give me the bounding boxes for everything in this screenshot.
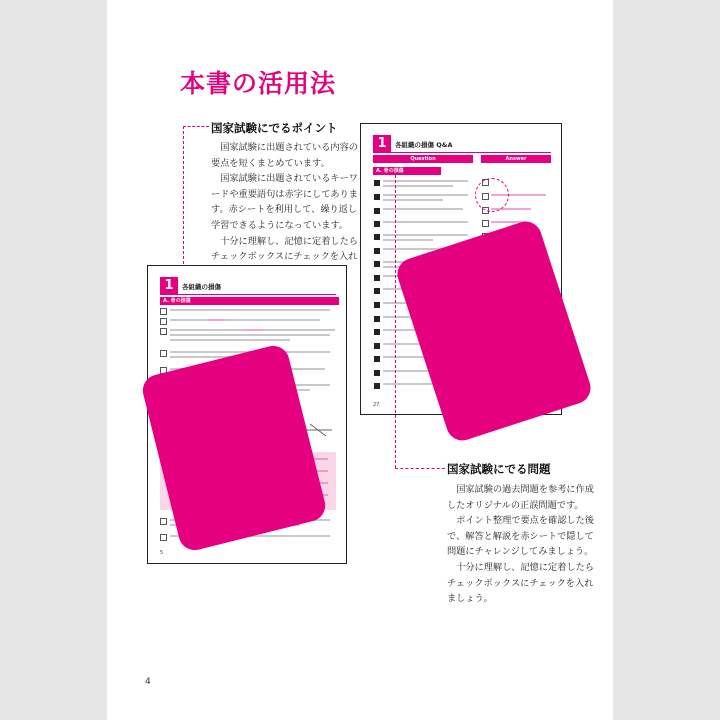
page-number: 4 xyxy=(145,677,151,687)
point-checkbox[interactable] xyxy=(160,308,167,315)
qa-col-question: Question xyxy=(373,155,473,163)
qa-item-number xyxy=(374,288,380,294)
point-chapter-number: 1 xyxy=(160,277,178,294)
point-checkbox[interactable] xyxy=(160,318,167,325)
question-paragraph: ポイント整理で要点を確認した後で、解答と解説を赤シートで隠して問題にチャレンジしてみましょう。 xyxy=(447,515,594,558)
point-text-line xyxy=(170,309,330,311)
point-checkbox[interactable] xyxy=(160,534,167,541)
qa-question-line xyxy=(383,199,443,201)
point-paragraph: 国家試験に出題されているキーワードや重要語句は赤字にしてあります。赤シートを利用して、繰り返し学習できるようになっています。 xyxy=(211,173,358,231)
callout-leader-bottom xyxy=(395,468,445,469)
point-paragraph: 十分に理解し、記憶に定着したらチェックボックスにチェックを入れ xyxy=(211,235,358,263)
qa-title-rule xyxy=(373,152,551,153)
question-heading: 国家試験にでる問題 xyxy=(447,462,551,476)
qa-chapter-number: 1 xyxy=(373,135,391,152)
point-title-rule xyxy=(160,294,336,295)
point-keyword xyxy=(208,319,226,321)
qa-item-number xyxy=(374,234,380,240)
qa-item-number xyxy=(374,261,380,267)
qa-section-label: A. 骨の損傷 xyxy=(373,167,441,175)
point-description xyxy=(211,140,361,280)
point-checkbox[interactable] xyxy=(160,328,167,335)
point-text-line xyxy=(170,339,290,341)
callout-leader-top xyxy=(183,126,209,127)
qa-item-number xyxy=(374,316,380,322)
qa-item-number xyxy=(374,180,380,186)
qa-checkbox[interactable] xyxy=(482,220,489,227)
qa-page-number: 27 xyxy=(373,402,380,408)
question-description xyxy=(447,482,597,607)
qa-item-number xyxy=(374,221,380,227)
manual-page xyxy=(107,0,613,720)
page-title: 本書の活用法 xyxy=(180,69,337,98)
callout-circle-right xyxy=(475,178,509,212)
point-checkbox[interactable] xyxy=(160,518,167,525)
qa-col-answer: Answer xyxy=(481,155,551,163)
point-chapter-title: 各組織の損傷 xyxy=(182,283,221,291)
qa-item-number xyxy=(374,248,380,254)
qa-item-number xyxy=(374,194,380,200)
qa-item-number xyxy=(374,208,380,214)
point-section-label: A. 骨の損傷 xyxy=(160,297,339,305)
question-paragraph: 十分に理解し、記憶に定着したらチェックボックスにチェックを入れましょう。 xyxy=(447,561,594,605)
qa-item-number xyxy=(374,329,380,335)
qa-item-number xyxy=(374,302,380,308)
qa-item-number xyxy=(374,275,380,281)
point-paragraph: 国家試験に出題されている内容の要点を短くまとめています。 xyxy=(211,142,358,169)
point-page-number: 5 xyxy=(160,550,164,556)
qa-chapter-title: 各組織の損傷 Q&A xyxy=(395,141,453,149)
point-checkbox[interactable] xyxy=(160,350,167,357)
point-text-line xyxy=(170,319,320,321)
qa-question-line xyxy=(383,185,453,187)
qa-question-line xyxy=(383,239,433,241)
question-paragraph: 国家試験の過去問題を参考に作成したオリジナルの正誤問題です。 xyxy=(447,484,594,511)
qa-item-number xyxy=(374,343,380,349)
callout-leader-vertical-right xyxy=(395,175,396,468)
point-keyword xyxy=(243,329,263,331)
qa-item-number xyxy=(374,370,380,376)
qa-item-number xyxy=(374,356,380,362)
point-heading: 国家試験にでるポイント xyxy=(211,121,338,135)
qa-item-number xyxy=(374,383,380,389)
point-text-line xyxy=(170,334,330,336)
